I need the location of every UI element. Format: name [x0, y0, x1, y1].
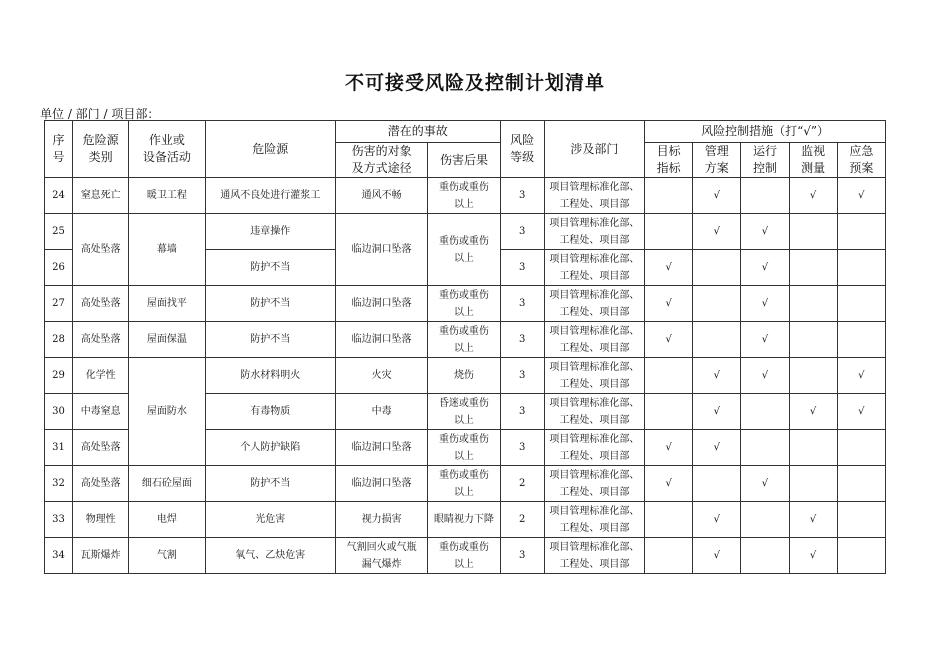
- row-objective-check: √: [645, 430, 693, 466]
- row-dept: 项目管理标准化部、 工程处、项目部: [544, 430, 644, 466]
- row-activity: 暖卫工程: [129, 178, 205, 214]
- row-activity: 屋面找平: [129, 286, 205, 322]
- row-consequence: 重伤或重伤 以上: [428, 466, 500, 502]
- row-emergency-plan: [837, 250, 885, 286]
- row-no: 34: [45, 538, 73, 574]
- row-level: 3: [500, 178, 544, 214]
- row-target: 中毒: [336, 394, 428, 430]
- header-emergency-plan: 应急 预案: [837, 143, 885, 178]
- row-consequence: 重伤或重伤 以上: [428, 214, 500, 286]
- row-monitoring-check: √: [789, 502, 837, 538]
- row-emergency-plan-check: √: [837, 178, 885, 214]
- row-category: 窒息死亡: [73, 178, 129, 214]
- row-category: 高处坠落: [73, 286, 129, 322]
- row-emergency-plan: [837, 214, 885, 250]
- row-operation-control-check: √: [741, 286, 789, 322]
- row-management-plan-check: √: [693, 358, 741, 394]
- row-category: 瓦斯爆炸: [73, 538, 129, 574]
- row-objective: [645, 538, 693, 574]
- row-dept: 项目管理标准化部、 工程处、项目部: [544, 502, 644, 538]
- row-target: 临边洞口坠落: [336, 466, 428, 502]
- row-target: 火灾: [336, 358, 428, 394]
- row-target: 临边洞口坠落: [336, 286, 428, 322]
- row-management-plan: [693, 466, 741, 502]
- row-dept: 项目管理标准化部、 工程处、项目部: [544, 538, 644, 574]
- row-operation-control-check: √: [741, 358, 789, 394]
- row-target: 临边洞口坠落: [336, 214, 428, 286]
- row-consequence: 烧伤: [428, 358, 500, 394]
- table-row: [45, 286, 886, 322]
- table-row: [45, 538, 886, 574]
- row-emergency-plan: [837, 502, 885, 538]
- table-row: [45, 358, 886, 394]
- row-emergency-plan: [837, 466, 885, 502]
- header-operation-control: 运行 控制: [741, 143, 789, 178]
- row-consequence: 重伤或重伤 以上: [428, 322, 500, 358]
- header-activity: 作业或 设备活动: [129, 121, 205, 178]
- row-consequence: 重伤或重伤 以上: [428, 178, 500, 214]
- row-monitoring-check: √: [789, 538, 837, 574]
- row-emergency-plan: [837, 322, 885, 358]
- header-measures: 风险控制措施（打“√”）: [645, 121, 886, 143]
- row-objective: [645, 214, 693, 250]
- header-monitoring: 监视 测量: [789, 143, 837, 178]
- row-dept: 项目管理标准化部、 工程处、项目部: [544, 214, 644, 250]
- header-potential-accident: 潜在的事故: [336, 121, 501, 143]
- row-objective: [645, 502, 693, 538]
- row-activity: 气割: [129, 538, 205, 574]
- header-objective: 目标 指标: [645, 143, 693, 178]
- row-management-plan: [693, 250, 741, 286]
- unit-label: 单位 / 部门 / 项目部：: [40, 107, 160, 121]
- row-consequence: 昏迷或重伤 以上: [428, 394, 500, 430]
- row-no: 31: [45, 430, 73, 466]
- header-management-plan: 管理 方案: [693, 143, 741, 178]
- page-title: 不可接受风险及控制计划清单: [344, 72, 605, 94]
- row-objective: [645, 178, 693, 214]
- row-consequence: 眼睛视力下降: [428, 502, 500, 538]
- row-emergency-plan-check: √: [837, 394, 885, 430]
- row-hazard: 有毒物质: [205, 394, 335, 430]
- row-activity: 屋面防水: [129, 358, 205, 466]
- row-target: 气割回火或气瓶 漏气爆炸: [336, 538, 428, 574]
- row-level: 3: [500, 394, 544, 430]
- table-row: [45, 502, 886, 538]
- header-category: 危险源 类别: [73, 121, 129, 178]
- row-objective-check: √: [645, 250, 693, 286]
- row-no: 24: [45, 178, 73, 214]
- header-consequence: 伤害后果: [428, 143, 500, 178]
- row-operation-control-check: √: [741, 322, 789, 358]
- row-operation-control-check: √: [741, 214, 789, 250]
- row-emergency-plan: [837, 538, 885, 574]
- row-hazard: 防水材料明火: [205, 358, 335, 394]
- row-management-plan-check: √: [693, 538, 741, 574]
- row-objective-check: √: [645, 286, 693, 322]
- row-dept: 项目管理标准化部、 工程处、项目部: [544, 358, 644, 394]
- header-level: 风险 等级: [500, 121, 544, 178]
- row-activity: 电焊: [129, 502, 205, 538]
- row-activity: 细石砼屋面: [129, 466, 205, 502]
- row-objective: [645, 394, 693, 430]
- row-hazard: 氧气、乙炔危害: [205, 538, 335, 574]
- row-objective-check: √: [645, 322, 693, 358]
- row-level: 3: [500, 286, 544, 322]
- row-category: 物理性: [73, 502, 129, 538]
- table-row: [45, 178, 886, 214]
- row-management-plan: [693, 322, 741, 358]
- header-target: 伤害的对象 及方式途径: [336, 143, 428, 178]
- row-activity: 幕墙: [129, 214, 205, 286]
- row-category: 高处坠落: [73, 322, 129, 358]
- row-operation-control-check: √: [741, 466, 789, 502]
- row-monitoring-check: √: [789, 394, 837, 430]
- row-dept: 项目管理标准化部、 工程处、项目部: [544, 250, 644, 286]
- row-category: 高处坠落: [73, 466, 129, 502]
- row-level: 3: [500, 430, 544, 466]
- row-emergency-plan: [837, 286, 885, 322]
- row-hazard: 防护不当: [205, 250, 335, 286]
- row-monitoring: [789, 214, 837, 250]
- row-management-plan-check: √: [693, 214, 741, 250]
- row-operation-control: [741, 178, 789, 214]
- row-monitoring: [789, 466, 837, 502]
- row-no: 25: [45, 214, 73, 250]
- row-consequence: 重伤或重伤 以上: [428, 538, 500, 574]
- risk-control-table: [44, 120, 886, 574]
- header-no: 序 号: [45, 121, 73, 178]
- row-target: 通风不畅: [336, 178, 428, 214]
- row-operation-control: [741, 394, 789, 430]
- row-consequence: 重伤或重伤 以上: [428, 430, 500, 466]
- row-monitoring: [789, 286, 837, 322]
- row-no: 27: [45, 286, 73, 322]
- row-management-plan-check: √: [693, 178, 741, 214]
- row-category: 高处坠落: [73, 430, 129, 466]
- row-management-plan-check: √: [693, 394, 741, 430]
- row-management-plan-check: √: [693, 430, 741, 466]
- row-monitoring: [789, 358, 837, 394]
- row-hazard: 通风不良处进行灌浆工: [205, 178, 335, 214]
- row-level: 3: [500, 322, 544, 358]
- row-emergency-plan: [837, 430, 885, 466]
- row-operation-control: [741, 430, 789, 466]
- row-level: 3: [500, 538, 544, 574]
- table-row: [45, 322, 886, 358]
- row-dept: 项目管理标准化部、 工程处、项目部: [544, 178, 644, 214]
- row-hazard: 防护不当: [205, 466, 335, 502]
- row-level: 3: [500, 214, 544, 250]
- row-objective: [645, 358, 693, 394]
- row-target: 临边洞口坠落: [336, 430, 428, 466]
- row-level: 2: [500, 502, 544, 538]
- row-operation-control: [741, 538, 789, 574]
- row-no: 28: [45, 322, 73, 358]
- row-monitoring: [789, 322, 837, 358]
- row-monitoring-check: √: [789, 178, 837, 214]
- row-category: 中毒窒息: [73, 394, 129, 430]
- row-no: 32: [45, 466, 73, 502]
- row-operation-control-check: √: [741, 250, 789, 286]
- row-operation-control: [741, 502, 789, 538]
- row-category: 化学性: [73, 358, 129, 394]
- row-objective-check: √: [645, 466, 693, 502]
- row-dept: 项目管理标准化部、 工程处、项目部: [544, 394, 644, 430]
- row-hazard: 防护不当: [205, 286, 335, 322]
- row-consequence: 重伤或重伤 以上: [428, 286, 500, 322]
- row-hazard: 个人防护缺陷: [205, 430, 335, 466]
- row-management-plan: [693, 286, 741, 322]
- row-no: 33: [45, 502, 73, 538]
- row-category: 高处坠落: [73, 214, 129, 286]
- row-dept: 项目管理标准化部、 工程处、项目部: [544, 286, 644, 322]
- row-hazard: 光危害: [205, 502, 335, 538]
- row-hazard: 违章操作: [205, 214, 335, 250]
- row-no: 29: [45, 358, 73, 394]
- row-monitoring: [789, 250, 837, 286]
- row-level: 3: [500, 358, 544, 394]
- row-no: 26: [45, 250, 73, 286]
- row-hazard: 防护不当: [205, 322, 335, 358]
- row-emergency-plan-check: √: [837, 358, 885, 394]
- header-hazard: 危险源: [205, 121, 335, 178]
- row-target: 临边洞口坠落: [336, 322, 428, 358]
- row-monitoring: [789, 430, 837, 466]
- row-dept: 项目管理标准化部、 工程处、项目部: [544, 466, 644, 502]
- table-row: [45, 466, 886, 502]
- table-row: [45, 214, 886, 250]
- row-management-plan-check: √: [693, 502, 741, 538]
- row-level: 3: [500, 250, 544, 286]
- row-activity: 屋面保温: [129, 322, 205, 358]
- row-dept: 项目管理标准化部、 工程处、项目部: [544, 322, 644, 358]
- row-target: 视力损害: [336, 502, 428, 538]
- header-dept: 涉及部门: [544, 121, 644, 178]
- row-no: 30: [45, 394, 73, 430]
- row-level: 2: [500, 466, 544, 502]
